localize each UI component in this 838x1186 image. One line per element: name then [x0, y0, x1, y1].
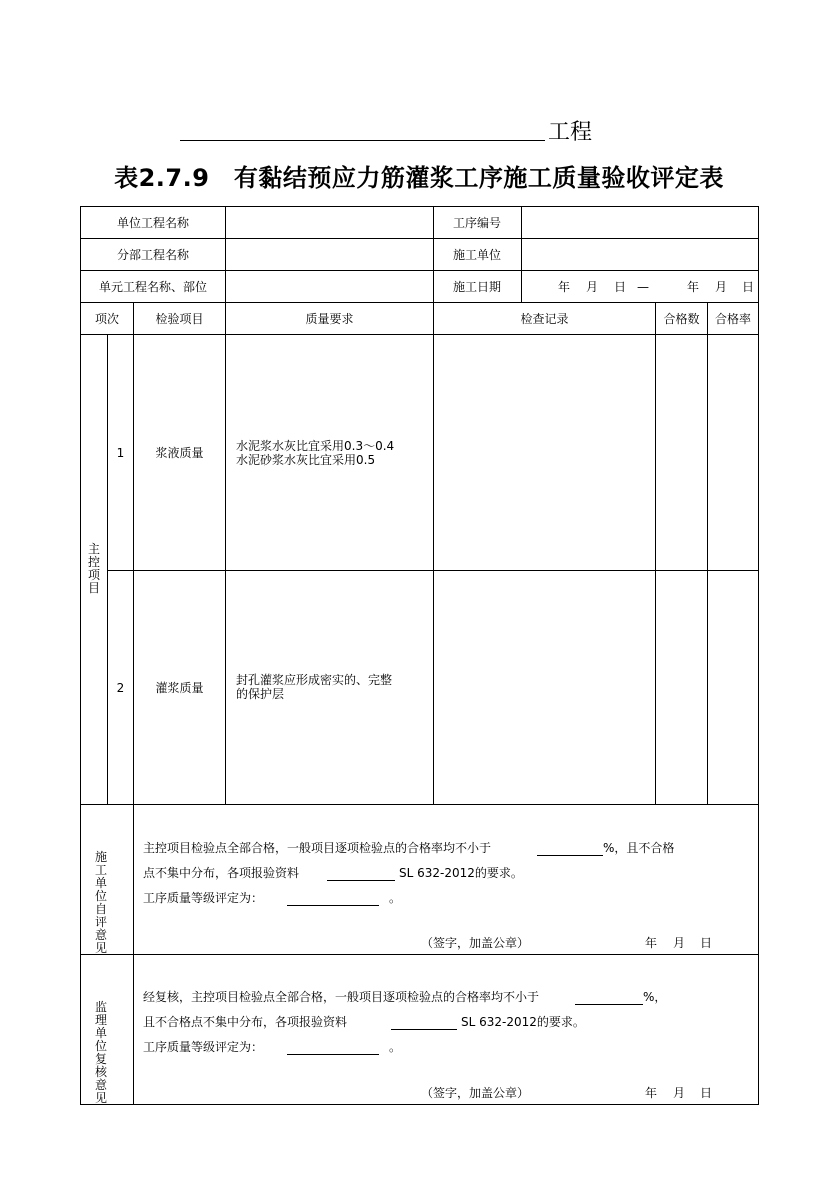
- date-year-start: 年: [557, 280, 570, 294]
- item-name: 灌浆质量: [155, 681, 204, 695]
- date-month-start: 月: [585, 280, 598, 294]
- construction-opinion-line2: 点不集中分布，各项报验资料 SL 632-2012的要求。: [143, 866, 523, 880]
- col-header-inspect-item: 检验项目: [155, 312, 204, 326]
- col-header-check-record: 检查记录: [520, 312, 569, 326]
- supervision-opinion-line3: 工序质量等级评定为： 。: [143, 1040, 402, 1054]
- date-day-end: 日: [741, 280, 754, 294]
- main-control-group-label: 主控项目: [87, 542, 100, 595]
- supervision-sign[interactable]: （签字，加盖公章）: [421, 1086, 530, 1100]
- qualified-rate-cell[interactable]: [708, 335, 758, 570]
- inspection-form: [80, 206, 759, 1105]
- col-divider: [225, 334, 226, 804]
- unit-element-label: 单元工程名称、部位: [98, 280, 207, 294]
- col-header-qualified-count: 合格数: [663, 312, 700, 326]
- construction-date-month: 月: [673, 936, 686, 950]
- qualified-rate-cell[interactable]: [708, 571, 758, 804]
- item-no: 2: [116, 680, 125, 695]
- construction-sign[interactable]: （签字，加盖公章）: [421, 936, 530, 950]
- qualified-count-cell[interactable]: [656, 335, 707, 570]
- item-requirement: 水泥浆水灰比宜采用0.3～0.4 水泥砂浆水灰比宜采用0.5: [236, 439, 395, 467]
- construction-opinion-line1: 主控项目检验点全部合格，一般项目逐项检验点的合格率均不小于 %，且不合格: [143, 841, 675, 855]
- unit-project-label: 单位工程名称: [116, 216, 189, 230]
- report-compliance-blank[interactable]: [327, 868, 395, 881]
- item-no: 1: [116, 445, 125, 460]
- item-name: 浆液质量: [155, 446, 204, 460]
- col-header-quality-req: 质量要求: [305, 312, 354, 326]
- supervision-opinion-line1: 经复核，主控项目检验点全部合格，一般项目逐项检验点的合格率均不小于 %，: [143, 990, 667, 1004]
- date-day-start: 日: [613, 280, 626, 294]
- report-compliance-blank[interactable]: [391, 1017, 457, 1030]
- supervision-date-year: 年: [645, 1086, 658, 1100]
- supervision-date-day: 日: [700, 1086, 713, 1100]
- col-divider: [133, 804, 134, 1104]
- qualified-count-cell[interactable]: [656, 571, 707, 804]
- table-title: 表2.7.9 有黏结预应力筋灌浆工序施工质量验收评定表: [114, 164, 724, 192]
- project-suffix: 工程: [548, 120, 593, 145]
- division-project-value[interactable]: [226, 239, 433, 270]
- row-divider: [81, 804, 758, 805]
- unit-project-value[interactable]: [226, 207, 433, 238]
- construction-opinion-line3: 工序质量等级评定为： 。: [143, 891, 402, 905]
- construction-date-year: 年: [645, 936, 658, 950]
- supervision-opinion-line2: 且不合格点不集中分布，各项报验资料 SL 632-2012的要求。: [143, 1015, 585, 1029]
- date-year-end: 年: [686, 280, 699, 294]
- quality-grade-blank[interactable]: [287, 893, 379, 906]
- check-record-cell[interactable]: [434, 335, 655, 570]
- division-project-label: 分部工程名称: [116, 248, 189, 262]
- col-header-qualified-rate: 合格率: [714, 312, 751, 326]
- pass-rate-blank[interactable]: [575, 992, 643, 1005]
- row-divider: [81, 954, 758, 955]
- date-label: 施工日期: [452, 280, 501, 294]
- check-record-cell[interactable]: [434, 571, 655, 804]
- process-no-label: 工序编号: [452, 216, 501, 230]
- construction-date-day: 日: [700, 936, 713, 950]
- quality-grade-blank[interactable]: [287, 1042, 379, 1055]
- supervision-opinion-label: 监理单位复核意见: [94, 1000, 107, 1105]
- process-no-value[interactable]: [522, 207, 758, 238]
- item-requirement: 封孔灌浆应形成密实的、完整 的保护层: [236, 673, 393, 701]
- pass-rate-blank[interactable]: [537, 843, 603, 856]
- project-name-blank[interactable]: [180, 140, 545, 141]
- date-dash: —: [637, 279, 649, 294]
- construction-opinion-label: 施工单位自评意见: [94, 850, 107, 955]
- supervision-date-month: 月: [673, 1086, 686, 1100]
- date-month-end: 月: [714, 280, 727, 294]
- col-header-item-order: 项次: [94, 312, 119, 326]
- unit-element-value[interactable]: [226, 271, 433, 302]
- constructor-value[interactable]: [522, 239, 758, 270]
- constructor-label: 施工单位: [452, 248, 501, 262]
